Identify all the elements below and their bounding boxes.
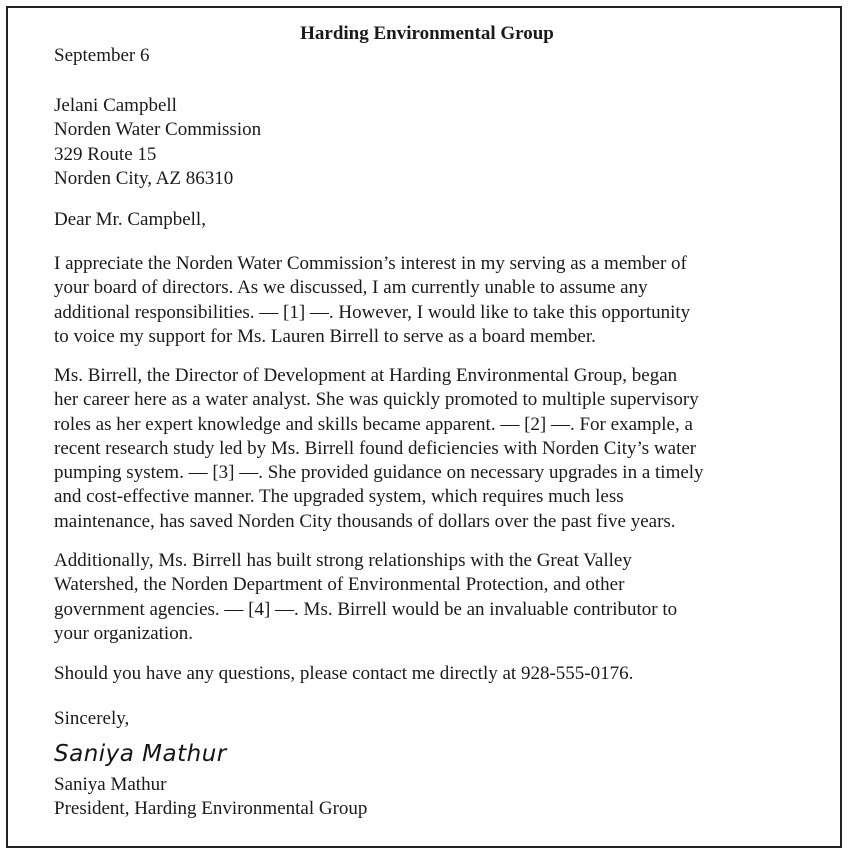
paragraph-line: recent research study led by Ms. Birrell found deficiencies with Norden City’s water	[54, 437, 697, 459]
salutation: Dear Mr. Campbell,	[54, 209, 206, 230]
paragraph-line: your organization.	[54, 622, 193, 644]
closing: Sincerely,	[54, 708, 130, 729]
paragraph-line: roles as her expert knowledge and skills became apparent. — [2] —. For example, a	[54, 413, 693, 435]
paragraph-3	[54, 549, 677, 646]
paragraph-4	[54, 662, 633, 686]
paragraph-line: Additionally, Ms. Birrell has built strong relationships with the Great Valley	[54, 550, 632, 571]
paragraph-2	[54, 364, 704, 534]
recipient-address	[54, 94, 261, 191]
letter-date: September 6	[54, 45, 150, 66]
letter-frame	[6, 6, 842, 848]
paragraph-line: government agencies. — [4] —. Ms. Birrell would be an invaluable contributor to	[54, 598, 678, 620]
paragraph-line: to voice my support for Ms. Lauren Birrell to serve as a board member.	[54, 325, 596, 347]
paragraph-1	[54, 252, 690, 349]
signer-title: President, Harding Environmental Group	[54, 798, 368, 820]
paragraph-line: additional responsibilities. — [1] —. However, I would like to take this opportunity	[54, 301, 691, 323]
signer-block	[54, 773, 367, 822]
paragraph-line: her career here as a water analyst. She was quickly promoted to multiple supervisory	[54, 389, 699, 411]
paragraph-line: Watershed, the Norden Department of Environmental Protection, and other	[54, 574, 625, 596]
paragraph-line: Should you have any questions, please contact me directly at 928-555-0176.	[54, 663, 634, 684]
signer-name: Saniya Mathur	[54, 774, 167, 795]
recipient-city: Norden City, AZ 86310	[54, 167, 234, 189]
paragraph-line: and cost-effective manner. The upgraded system, which requires much less	[54, 486, 624, 508]
paragraph-line: your board of directors. As we discussed, I am currently unable to assume any	[54, 277, 648, 299]
paragraph-line: Ms. Birrell, the Director of Development at Harding Environmental Group, began	[54, 365, 678, 386]
letterhead: Harding Environmental Group	[300, 23, 554, 44]
recipient-street: 329 Route 15	[54, 143, 157, 165]
paragraph-line: maintenance, has saved Norden City thousands of dollars over the past five years.	[54, 510, 676, 532]
handwritten-signature: Saniya Mathur	[54, 741, 227, 767]
recipient-name: Jelani Campbell	[54, 95, 177, 116]
paragraph-line: pumping system. — [3] —. She provided guidance on necessary upgrades in a timely	[54, 462, 704, 484]
recipient-organization: Norden Water Commission	[54, 119, 262, 141]
paragraph-line: I appreciate the Norden Water Commission’s interest in my serving as a member of	[54, 253, 687, 274]
